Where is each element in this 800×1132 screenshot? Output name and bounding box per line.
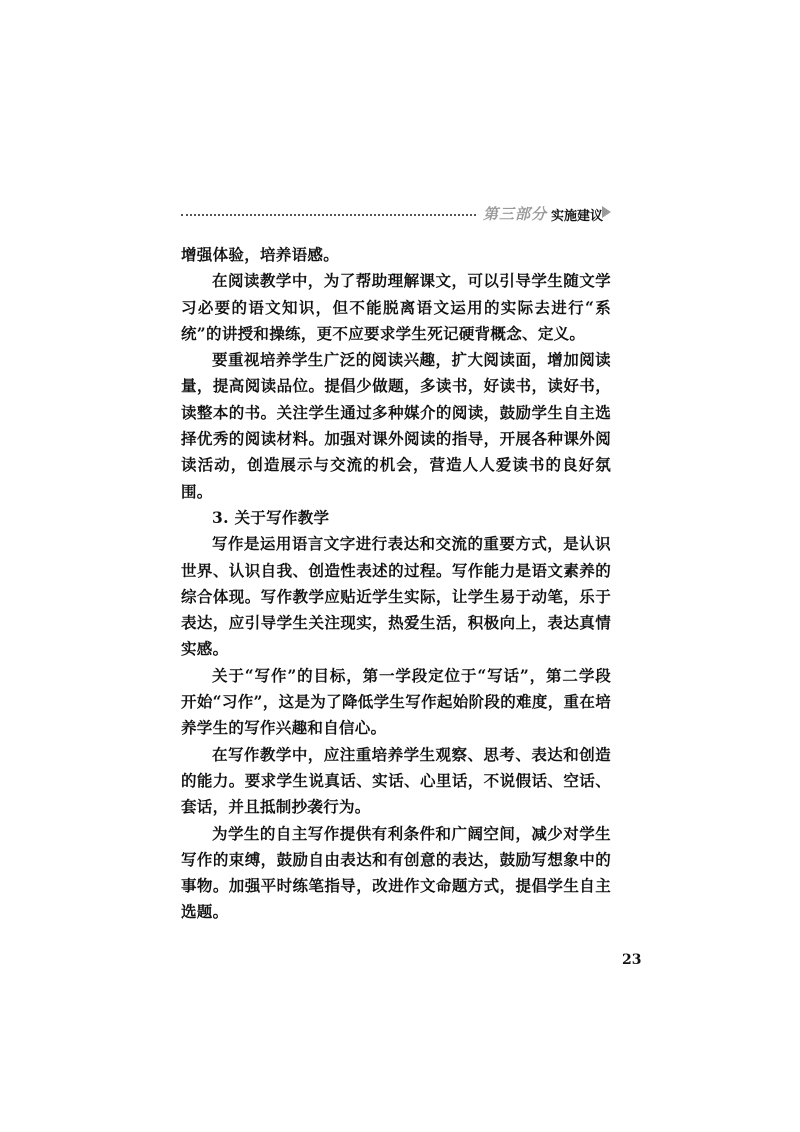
paragraph: 在写作教学中，应注重培养学生观察、思考、表达和创造的能力。要求学生说真话、实话、心里话，不说假话、空话、套话，并且抵制抄袭行为。	[181, 744, 611, 817]
paragraph: 关于“写作”的目标，第一学段定位于“写话”，第二学段开始“习作”，这是为了降低学生写作起始阶段的难度，重在培养学生的写作兴趣和自信心。	[181, 665, 611, 738]
paragraph-continuation: 增强体验，培养语感。	[181, 245, 340, 264]
paragraph: 要重视培养学生广泛的阅读兴趣，扩大阅读面，增加阅读量，提高阅读品位。提倡少做题，多读书，好读书，读好书，读整本的书。关注学生通过多种媒介的阅读，鼓励学生自主选择优秀的阅读材料。加强对课外阅读的指导，开展各种课外阅读活动，创造展示与交流的机会，营造人人爱读书的良好氛围。	[181, 350, 611, 501]
running-header	[181, 203, 621, 227]
section-heading: 3. 关于写作教学	[212, 507, 330, 527]
triangle-right-icon	[602, 206, 611, 218]
body-text	[181, 242, 611, 926]
paragraph: 写作是运用语言文字进行表达和交流的重要方式，是认识世界、认识自我、创造性表述的过程。写作能力是语文素养的综合体现。写作教学应贴近学生实际，让学生易于动笔，乐于表达，应引导学生关注现实，热爱生活，积极向上，表达真情实感。	[181, 534, 611, 659]
paragraph: 在阅读教学中，为了帮助理解课文，可以引导学生随文学习必要的语文知识，但不能脱离语文运用的实际去进行“系统”的讲授和操练，更不应要求学生死记硬背概念、定义。	[181, 271, 611, 343]
header-part-title: 第三部分	[483, 205, 548, 223]
header-section-title: 实施建议	[551, 209, 604, 224]
header-dotted-rule	[181, 214, 476, 216]
paragraph: 为学生的自主写作提供有利条件和广阔空间，减少对学生写作的束缚，鼓励自由表达和有创意的表达，鼓励写想象中的事物。加强平时练笔指导，改进作文命题方式，提倡学生自主选题。	[181, 823, 611, 922]
page-number: 23	[622, 952, 642, 968]
